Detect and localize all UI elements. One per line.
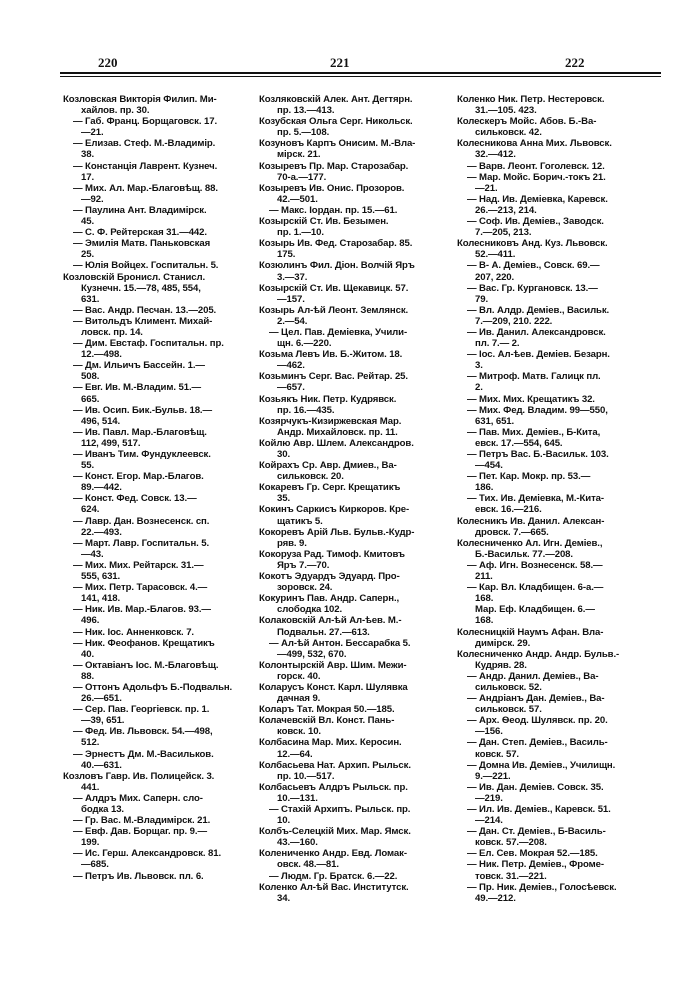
continuation-line: 26.—651. (81, 693, 122, 705)
directory-entry-line: Козырскій Ст. Ив. Щекавицк. 57. (259, 282, 409, 294)
continuation-line: 12.—64. (277, 748, 313, 760)
header-rule-thin (60, 76, 661, 77)
sub-entry-line: — Мих. Мих. Рейтарск. 31.— (73, 559, 204, 571)
continuation-line: 207, 220. (475, 271, 515, 283)
sub-entry-line: — Петръ Ив. Львовск. пл. 6. (73, 870, 204, 882)
continuation-line: Кудряв. 28. (475, 659, 527, 671)
continuation-line: евск. 17.—554, 645. (475, 437, 563, 449)
continuation-line: сильковск. 52. (475, 681, 542, 693)
sub-entry-line: — Октавіанъ Іос. М.-Благовѣщ. (73, 659, 219, 671)
continuation-line: мірск. 21. (277, 149, 321, 161)
continuation-line: —499, 532, 670. (277, 648, 347, 660)
sub-entry-line: — Юлія Войцех. Госпитальн. 5. (73, 260, 219, 272)
continuation-line: 45. (81, 216, 95, 228)
continuation-line: —156. (475, 726, 503, 738)
continuation-line: 10.—131. (277, 792, 318, 804)
continuation-line: ковск. 10. (277, 726, 321, 738)
continuation-line: —219. (475, 792, 503, 804)
continuation-line: 49.—212. (475, 892, 516, 904)
continuation-line: 3. (475, 360, 483, 372)
continuation-line: —685. (81, 859, 109, 871)
continuation-line: 9.—221. (475, 770, 511, 782)
continuation-line: слободка 102. (277, 604, 343, 616)
sub-entry-line: — Ник. Петр. Деміев., Фроме- (467, 859, 604, 871)
continuation-line: дровск. 7.—665. (475, 526, 549, 538)
continuation-line: 168. (475, 615, 494, 627)
continuation-line: Яръ 7.—70. (277, 559, 330, 571)
continuation-line: 38. (81, 149, 95, 161)
continuation-line: 12.—498. (81, 349, 122, 361)
directory-entry-line: Колесницкій Наумъ Афан. Вла- (457, 626, 604, 638)
continuation-line: ковск. 57. (475, 748, 519, 760)
continuation-line: Б.-Васильк. 77.—208. (475, 548, 573, 560)
directory-entry-line: Кокоруза Рад. Тимоф. Кмитовъ (259, 548, 405, 560)
continuation-line: 199. (81, 837, 100, 849)
continuation-line: товск. 31.—221. (475, 870, 547, 882)
directory-entry-line: Колачевскій Вл. Конст. Пань- (259, 715, 395, 727)
continuation-line: сильковск. 20. (277, 471, 344, 483)
continuation-line: 30. (277, 449, 291, 460)
sub-entry-line: — Вас. Андр. Песчан. 13.—205. (73, 304, 217, 316)
directory-entry-line: Колениченко Андр. Евд. Ломак- (259, 848, 407, 860)
sub-entry-line: — Ник. Ив. Мар.-Благов. 93.— (73, 604, 211, 616)
continuation-line: 2. (475, 382, 483, 394)
sub-entry-line: — Дан. Степ. Деміев., Василь- (467, 737, 608, 749)
continuation-line: —43. (81, 548, 104, 560)
directory-entry-line: Козыревъ Ив. Онис. Прозоров. (259, 182, 405, 194)
sub-entry-line: — Соф. Ив. Деміев., Заводск. (467, 216, 604, 228)
sub-entry-line: — Митроф. Матв. Галицк пл. (467, 371, 601, 383)
sub-entry-line: — Пр. Ник. Деміев., Голосѣевск. (467, 881, 617, 893)
continuation-line: —214. (475, 815, 503, 827)
continuation-line: —92. (81, 193, 104, 205)
continuation-line: 70-а.—177. (277, 171, 327, 183)
continuation-line: 31.—105. 423. (475, 105, 537, 117)
continuation-line: овск. 48.—81. (277, 859, 339, 871)
sub-entry-line: — Ив. Данил. Александровск. (467, 326, 606, 338)
column-left (63, 94, 244, 882)
sub-entry-line: — Алдръ Мих. Саперн. сло- (73, 792, 203, 804)
directory-entry-line: Козубская Ольга Серг. Никольск. (259, 116, 413, 128)
directory-entry-line: Козырскій Ст. Ив. Безымен. (259, 216, 389, 228)
sub-entry-line: — Сер. Пав. Георгіевск. пр. 1. (73, 704, 210, 716)
directory-entry-line: Кокаревъ Гр. Серг. Крещатикъ (259, 482, 401, 494)
continuation-line: 40.—631. (81, 759, 122, 771)
sub-entry-line: — Цел. Пав. Деміевка, Учили- (269, 326, 408, 338)
directory-entry-line: Колонтырскій Авр. Шим. Межи- (259, 659, 407, 671)
continuation-line: 40. (81, 648, 95, 660)
directory-entry-line: Козловская Викторія Филип. Ми- (63, 94, 217, 105)
continuation-line: щатикъ 5. (277, 515, 323, 527)
sub-entry-line: — Іос. Ал-ѣев. Деміев. Безарн. (467, 349, 610, 361)
continuation-line: 3.—37. (277, 271, 308, 283)
sub-entry-line: — Людм. Гр. Братск. 6.—22. (269, 870, 398, 882)
page-number-left: 220 (98, 55, 118, 70)
sub-entry-line: — Дан. Ст. Деміев., Б-Василь- (467, 826, 606, 838)
continuation-line: 496, 514. (81, 415, 121, 427)
directory-entry-line: Колескеръ Мойс. Абов. Б.-Ва- (457, 116, 597, 128)
sub-entry-line: — Кар. Вл. Кладбищен. 6-а.— (467, 582, 604, 594)
continuation-line: 7.—205, 213. (475, 227, 532, 239)
directory-entry-line: Козьякъ Ник. Петр. Кудрявск. (259, 393, 397, 405)
continuation-line: 211. (475, 571, 493, 583)
sub-entry-line: — Мих. Фед. Владим. 99—550, (467, 404, 608, 416)
directory-entry-line: Кокоревъ Арій Льв. Бульв.-Кудр- (259, 526, 415, 538)
continuation-line: 624. (81, 504, 100, 516)
sub-entry-line: — Ив. Осип. Бик.-Бульв. 18.— (73, 404, 212, 416)
continuation-line: горск. 40. (277, 670, 321, 682)
sub-entry-line: — С. Ф. Рейтерская 31.—442. (73, 227, 207, 239)
header-rule-thick (60, 72, 661, 74)
continuation-line: Подвальн. 27.—613. (277, 626, 370, 638)
directory-entry-line: Козыревъ Пр. Мар. Старозабар. (259, 160, 409, 172)
sub-entry-line: — Ис. Герш. Александровск. 81. (73, 848, 222, 860)
directory-entry-line: Козуновъ Карпъ Онисим. М.-Вла- (259, 138, 416, 150)
column-middle (259, 94, 440, 904)
continuation-line: 89.—442. (81, 482, 122, 494)
continuation-line: 555, 631. (81, 571, 121, 583)
directory-entry-line: Кокинъ Саркисъ Киркоров. Кре- (259, 504, 410, 516)
directory-entry-line: Койлю Авр. Шлем. Александров. (259, 437, 414, 449)
continuation-line: дачная 9. (277, 693, 321, 705)
sub-entry-line: — Евф. Дав. Борщаг. пр. 9.— (73, 826, 207, 838)
continuation-line: —21. (81, 127, 104, 139)
sub-entry-line: — Мих. Мих. Крещатикъ 32. (467, 393, 595, 405)
directory-entry-line: Козьминъ Серг. Вас. Рейтар. 25. (259, 371, 408, 383)
continuation-line: 10. (277, 815, 291, 827)
sub-entry-line: — Ел. Сев. Мокрая 52.—185. (467, 848, 598, 860)
continuation-line: —462. (277, 360, 305, 372)
continuation-line: 441. (81, 781, 100, 793)
page-number-center: 221 (330, 55, 350, 70)
continuation-line: щн. 6.—220. (277, 338, 332, 350)
directory-entry-line: Колесниченко Андр. Андр. Бульв.- (457, 648, 620, 660)
continuation-line: пл. 7.— 2. (475, 338, 520, 350)
continuation-line: 35. (277, 493, 291, 505)
continuation-line: димірск. 29. (475, 637, 531, 649)
continuation-line: —454. (475, 460, 503, 472)
sub-entry-line: — Лавр. Дан. Вознесенск. сп. (73, 515, 210, 527)
directory-entry-line: Коленко Ал-ѣй Вас. Институтск. (259, 881, 409, 893)
continuation-line: пр. 5.—108. (277, 127, 330, 139)
directory-entry-line: Коларъ Тат. Мокрая 50.—185. (259, 704, 395, 716)
directory-entry-line: Козярчукъ-Кизиржевская Мар. (259, 415, 402, 427)
sub-entry-line: — Андр. Данил. Деміев., Ва- (467, 670, 599, 682)
directory-entry-line: Козьма Левъ Ив. Б.-Житом. 18. (259, 349, 403, 361)
directory-entry-line: Козловскій Бронисл. Станисл. (63, 271, 206, 283)
column-right (457, 94, 638, 904)
continuation-line: Андр. Михайловск. пр. 11. (277, 426, 398, 438)
sub-entry-line: — Ник. Іос. Анненковск. 7. (73, 626, 194, 638)
sub-entry-line: — Вас. Гр. Кургановск. 13.— (467, 282, 598, 294)
sub-entry-line: — Витольдъ Климент. Михай- (73, 315, 213, 327)
continuation-line: —21. (475, 182, 498, 194)
sub-entry-line: — Конст. Фед. Совск. 13.— (73, 493, 197, 505)
directory-entry-line: Колбасьевъ Алдръ Рыльск. пр. (259, 781, 408, 793)
continuation-line: евск. 16.—216. (475, 504, 542, 516)
directory-entry-line: Колаковскій Ал-ѣй Ал-ѣев. М.- (259, 615, 402, 627)
sub-entry-line: — Елизав. Стеф. М.-Владимір. (73, 138, 216, 150)
continuation-line: 665. (81, 393, 100, 405)
continuation-line: 112, 499, 517. (81, 437, 141, 449)
continuation-line: пр. 1.—10. (277, 227, 324, 239)
directory-entry-line: Кокотъ Эдуардъ Эдуард. Про- (259, 571, 400, 583)
sub-entry-line: — Эрнестъ Дм. М.-Васильков. (73, 748, 214, 760)
sub-entry-line: — Мих. Ал. Мар.-Благовѣщ. 88. (73, 182, 218, 194)
sub-entry-line: — Март. Лавр. Госпитальн. 5. (73, 537, 210, 549)
sub-entry-line: — Фед. Ив. Львовск. 54.—498, (73, 726, 213, 738)
continuation-line: —657. (277, 382, 305, 394)
continuation-line: сильковск. 57. (475, 704, 542, 716)
continuation-line: 25. (81, 249, 95, 261)
sub-entry-line: — Дим. Евстаф. Госпитальн. пр. (73, 338, 224, 350)
directory-entry-line: Колбъ-Селецкій Мих. Мар. Ямск. (259, 826, 411, 838)
continuation-line: 141, 418. (81, 593, 121, 605)
directory-entry-line: Козюлинъ Фил. Діон. Волчій Яръ (259, 260, 415, 272)
continuation-line: 7.—209, 210. 222. (475, 315, 553, 327)
continuation-line: 52.—411. (475, 249, 516, 261)
sub-entry-line: — Арх. Ѳеод. Шулявск. пр. 20. (467, 715, 608, 727)
sub-entry-line: — Констанція Лаврент. Кузнеч. (73, 160, 218, 172)
continuation-line: 79. (475, 293, 489, 305)
sub-entry-line: — Конст. Егор. Мар.-Благов. (73, 471, 204, 483)
continuation-line: —157. (277, 293, 305, 305)
continuation-line: —39, 651. (81, 715, 125, 727)
sub-entry-line: — Над. Ив. Деміевка, Каревск. (467, 193, 608, 205)
sub-entry-line: — Эмилія Матв. Паньковская (73, 238, 211, 250)
continuation-line: 168. (475, 593, 494, 605)
page-number-right: 222 (565, 55, 585, 70)
continuation-line: 17. (81, 171, 95, 183)
sub-entry-line: — Паулина Ант. Владимірск. (73, 204, 207, 216)
continuation-line: 26.—213, 214. (475, 204, 537, 216)
sub-entry-line: — Евг. Ив. М.-Владим. 51.— (73, 382, 202, 394)
continuation-line: зоровск. 24. (277, 582, 333, 594)
directory-entry-line: Коленко Ник. Петр. Нестеровск. (457, 94, 605, 105)
directory-entry-line: Койрахъ Ср. Авр. Дмиев., Ва- (259, 460, 397, 472)
directory-entry-line: Кокуринъ Пав. Андр. Саперн., (259, 593, 400, 605)
continuation-line: 42.—501. (277, 193, 318, 205)
sub-entry-line: — Оттонъ Адольфъ Б.-Подвальн. (73, 681, 233, 693)
sub-entry-line: — Макс. Іордан. пр. 15.—61. (269, 204, 398, 216)
sub-entry-line: — Ил. Ив. Деміев., Каревск. 51. (467, 804, 611, 815)
continuation-line: ряв. 9. (277, 537, 307, 549)
directory-entry-line: Козырь Ив. Фед. Старозабар. 85. (259, 238, 413, 250)
continuation-line: 34. (277, 892, 291, 904)
sub-entry-line: — Мар. Мойс. Борич.-токъ 21. (467, 171, 606, 183)
continuation-line: Кузнечн. 15.—78, 485, 554, (81, 282, 201, 294)
continuation-line: пр. 10.—517. (277, 770, 335, 782)
sub-entry-line: — Иванъ Тим. Фундуклеевск. (73, 449, 211, 460)
directory-entry-line: Козляковскій Алек. Ант. Дегтярн. (259, 94, 413, 105)
continuation-line: хайлов. пр. 30. (81, 105, 150, 117)
sub-entry-line: — Аф. Игн. Вознесенск. 58.— (467, 559, 603, 571)
sub-entry-line: — Дм. Ильичъ Бассейн. 1.— (73, 360, 205, 372)
sub-entry-line: — Габ. Франц. Борщаговск. 17. (73, 116, 218, 128)
sub-entry-line: — Пет. Кар. Мокр. пр. 53.— (467, 471, 591, 483)
continuation-line: 186. (475, 482, 494, 494)
directory-entry-line: Козловъ Гавр. Ив. Полицейск. 3. (63, 770, 215, 782)
sub-entry-line: — Варв. Леонт. Гоголевск. 12. (467, 160, 605, 172)
continuation-line: ловск. пр. 14. (81, 326, 143, 338)
continuation-line: 496. (81, 615, 100, 627)
directory-entry-line: Колесникъ Ив. Данил. Алексан- (457, 515, 605, 527)
continuation-line: 32.—412. (475, 149, 516, 161)
directory-entry-line: Колесниковъ Анд. Куз. Львовск. (457, 238, 608, 250)
sub-entry-line: — Ал-ѣй Антон. Бессарабка 5. (269, 637, 411, 649)
continuation-line: пр. 16.—435. (277, 404, 335, 416)
continuation-line: сильковск. 42. (475, 127, 542, 139)
sub-entry-line: — Вл. Алдр. Деміев., Васильк. (467, 304, 610, 316)
directory-entry-line: Колбасьева Нат. Архип. Рыльск. (259, 759, 411, 771)
directory-entry-line: Колесникова Анна Мих. Львовск. (457, 138, 612, 150)
sub-entry-line: — Домна Ив. Деміев., Училищн. (467, 759, 616, 771)
continuation-line: 22.—493. (81, 526, 122, 538)
directory-entry-line: Колесниченко Ал. Игн. Деміев., (457, 537, 603, 549)
continuation-line: 631, 651. (475, 415, 515, 427)
continuation-line: 175. (277, 249, 296, 261)
continuation-line: 88. (81, 670, 95, 682)
sub-entry-line: — В- А. Деміев., Совск. 69.— (467, 260, 600, 272)
continuation-line: пр. 13.—413. (277, 105, 335, 117)
sub-entry-line: — Ив. Дан. Деміев. Совск. 35. (467, 781, 604, 793)
continuation-line: Мар. Еф. Кладбищен. 6.— (475, 604, 595, 616)
directory-entry-line: Козырь Ал-ѣй Леонт. Землянск. (259, 304, 409, 316)
sub-entry-line: — Мих. Петр. Тарасовск. 4.— (73, 582, 208, 594)
sub-entry-line: — Петръ Вас. Б.-Васильк. 103. (467, 449, 609, 460)
sub-entry-line: — Ник. Феофанов. Крещатикъ (73, 637, 215, 649)
directory-entry-line: Коларусъ Конст. Карл. Шулявка (259, 681, 408, 693)
continuation-line: бодка 13. (81, 804, 124, 815)
continuation-line: 55. (81, 460, 95, 472)
sub-entry-line: — Гр. Вас. М.-Владимірск. 21. (73, 815, 211, 827)
sub-entry-line: — Андріанъ Дан. Деміев., Ва- (467, 693, 605, 705)
continuation-line: ковск. 57.—208. (475, 837, 547, 849)
sub-entry-line: — Стахій Архипъ. Рыльск. пр. (269, 804, 411, 815)
sub-entry-line: — Пав. Мих. Деміев., Б-Кита, (467, 426, 601, 438)
continuation-line: 512. (81, 737, 100, 749)
sub-entry-line: — Ив. Павл. Мар.-Благовѣщ. (73, 426, 207, 438)
sub-entry-line: — Тих. Ив. Деміевка, М.-Кита- (467, 493, 605, 505)
continuation-line: 43.—160. (277, 837, 318, 849)
directory-entry-line: Колбасина Мар. Мих. Керосин. (259, 737, 402, 749)
continuation-line: 631. (81, 293, 100, 305)
continuation-line: 508. (81, 371, 100, 383)
continuation-line: 2.—54. (277, 315, 308, 327)
